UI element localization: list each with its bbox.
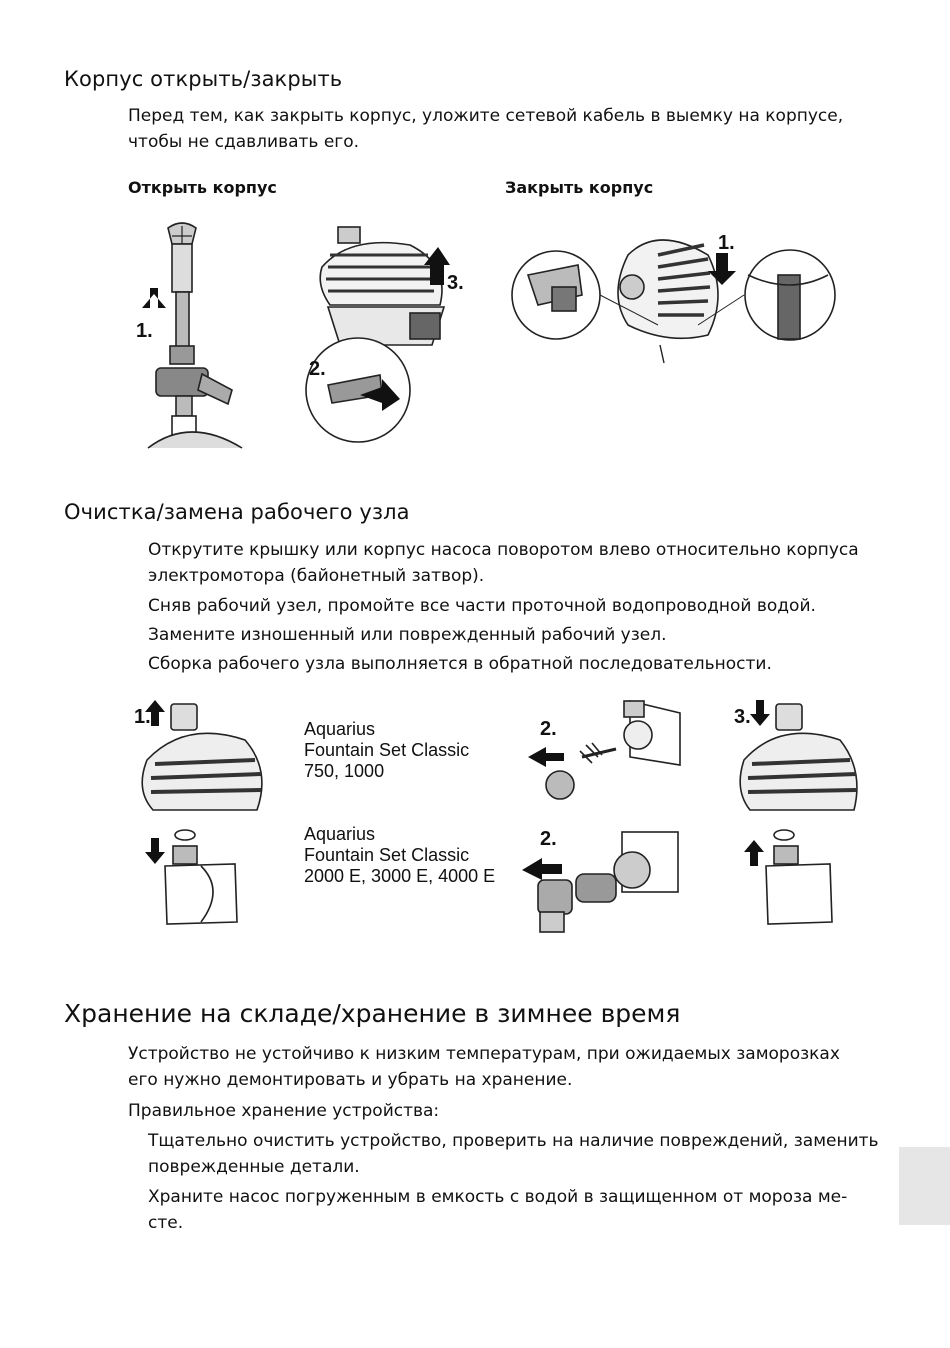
open-housing-label: Открыть корпус: [128, 178, 277, 197]
close-housing-label: Закрыть корпус: [505, 178, 654, 197]
clean-step-3-label: 3.: [734, 706, 751, 728]
storage-p1-line2: его нужно демонтировать и убрать на хранение.: [128, 1070, 573, 1090]
clean-step-2a-label: 2.: [540, 718, 557, 740]
storage-p1-line1: Устройство не устойчиво к низким температурам, при ожидаемых заморозках: [128, 1044, 840, 1064]
model-label-2000-4000: Aquarius Fountain Set Classic 2000 E, 3000 E, 4000 E: [304, 824, 496, 886]
close-step-1-label: 1.: [718, 232, 735, 254]
storage-p2: Правильное хранение устройства:: [128, 1101, 440, 1121]
storage-p4-line1: Храните насос погруженным в емкость с водой в защищенном от мороза ме-: [148, 1187, 848, 1207]
cleaning-p3: Замените изношенный или поврежденный рабочий узел.: [148, 625, 667, 645]
open-step-1-label: 1.: [136, 320, 153, 342]
cleaning-p1-line1: Открутите крышку или корпус насоса поворотом влево относительно корпуса: [148, 540, 859, 560]
page-edge-tab: [899, 1147, 950, 1225]
pump-disassembly-illustration: [125, 700, 275, 930]
storage-p3-line2: поврежденные детали.: [148, 1157, 360, 1177]
model-label-750-1000: Aquarius Fountain Set Classic 750, 1000: [304, 719, 470, 781]
cable-closing-illustration: [508, 215, 833, 365]
cleaning-p2: Сняв рабочий узел, промойте все части проточной водопроводной водой.: [148, 596, 816, 616]
housing-intro-line1: Перед тем, как закрыть корпус, уложите сетевой кабель в выемку на корпусе,: [128, 106, 844, 126]
impeller-small-illustration: [520, 695, 695, 810]
open-step-2-label: 2.: [309, 358, 326, 380]
section-heading-cleaning: Очистка/замена рабочего узла: [64, 500, 410, 524]
housing-intro-line2: чтобы не сдавливать его.: [128, 132, 360, 152]
storage-p3-line1: Тщательно очистить устройство, проверить на наличие повреждений, заменить: [148, 1131, 879, 1151]
pump-reassembly-illustration: [730, 700, 870, 930]
housing-latch-illustration: [300, 225, 470, 440]
cleaning-p4: Сборка рабочего узла выполняется в обратной последовательности.: [148, 654, 772, 674]
section-heading-storage: Хранение на складе/хранение в зимнее время: [64, 999, 681, 1028]
storage-p4-line2: сте.: [148, 1213, 184, 1233]
section-heading-housing: Корпус открыть/закрыть: [64, 67, 343, 91]
cleaning-p1-line2: электромотора (байонетный затвор).: [148, 566, 485, 586]
open-step-3-label: 3.: [447, 272, 464, 294]
clean-step-2b-label: 2.: [540, 828, 557, 850]
clean-step-1-label: 1.: [134, 706, 151, 728]
